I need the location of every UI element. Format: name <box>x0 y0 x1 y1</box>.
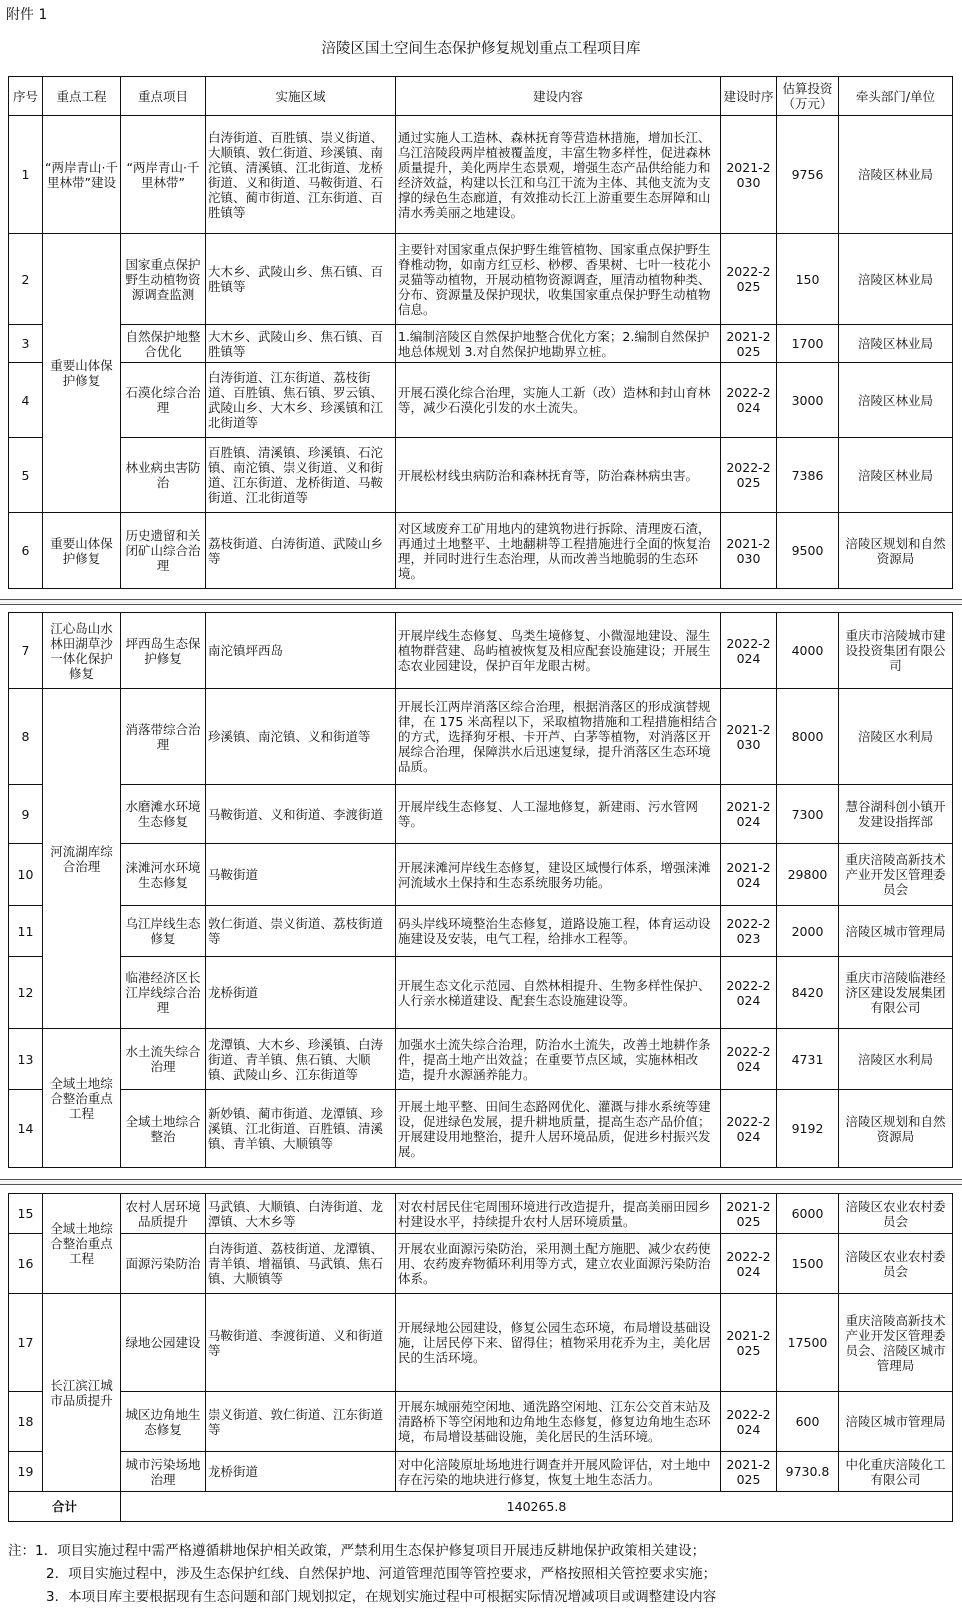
footnote-1: 注：1．项目实施过程中需严格遵循耕地保护相关政策，严禁利用生态保护修复项目开展违反耕地保护政策相关建设； <box>8 1543 706 1559</box>
table-row <box>9 438 953 513</box>
table-row <box>9 363 953 438</box>
row-owner: 重庆涪陵高新技术产业开发区管理委员会、涪陵区城市管理局 <box>839 1294 953 1392</box>
row-content: 开展农业面源污染防治，采用测土配方施肥、减少农药使用、农药废弃物循环利用等方式，建立农业面源污染防治体系。 <box>396 1234 721 1294</box>
page-separator <box>0 1179 962 1185</box>
project-table-page-1 <box>8 76 953 589</box>
row-period: 2022-2024 <box>721 1090 777 1168</box>
table-row <box>9 844 953 906</box>
row-seq: 5 <box>9 438 43 513</box>
row-period: 2022-2024 <box>721 957 777 1029</box>
header-project: 重点项目 <box>121 77 206 116</box>
row-project: 水土流失综合治理 <box>121 1029 206 1090</box>
row-project: 面源污染防治 <box>121 1234 206 1294</box>
row-area: 南沱镇坪西岛 <box>206 613 396 689</box>
row-period: 2021-2025 <box>721 1194 777 1234</box>
row-owner: 重庆市涪陵临港经济区建设发展集团有限公司 <box>839 957 953 1029</box>
document-title: 涪陵区国土空间生态保护修复规划重点工程项目库 <box>321 41 641 57</box>
row-group: 全域土地综合整治重点工程 <box>43 1029 121 1168</box>
row-seq: 3 <box>9 325 43 363</box>
total-row <box>9 1492 953 1522</box>
row-investment: 29800 <box>777 844 839 906</box>
header-content: 建设内容 <box>396 77 721 116</box>
row-content: 开展生态文化示范园、自然林相提升、生物多样性保护、人行亲水梯道建设、配套生态设施建设等。 <box>396 957 721 1029</box>
row-investment: 600 <box>777 1392 839 1452</box>
table-row <box>9 785 953 844</box>
row-area: 大木乡、武陵山乡、焦石镇、百胜镇等 <box>206 234 396 325</box>
row-seq: 16 <box>9 1234 43 1294</box>
header-seq: 序号 <box>9 77 43 116</box>
row-period: 2021-2024 <box>721 844 777 906</box>
row-area: 马鞍街道、义和街道、李渡街道 <box>206 785 396 844</box>
row-investment: 1500 <box>777 1234 839 1294</box>
row-period: 2022-2023 <box>721 906 777 957</box>
table-row <box>9 906 953 957</box>
table-row <box>9 513 953 589</box>
row-period: 2021-2024 <box>721 785 777 844</box>
row-area: 白涛街道、江东街道、荔枝街道、百胜镇、焦石镇、罗云镇、武陵山乡、大木乡、珍溪镇和江北街道等 <box>206 363 396 438</box>
row-investment: 9500 <box>777 513 839 589</box>
row-group: 河流湖库综合治理 <box>43 689 121 1029</box>
row-project: 绿地公园建设 <box>121 1294 206 1392</box>
row-owner: 涪陵区林业局 <box>839 116 953 234</box>
table-row <box>9 325 953 363</box>
row-project: 自然保护地整合优化 <box>121 325 206 363</box>
row-project: 涞滩河水环境生态修复 <box>121 844 206 906</box>
row-owner: 涪陵区规划和自然资源局 <box>839 1090 953 1168</box>
row-area: 白涛街道、百胜镇、崇义街道、大顺镇、敦仁街道、珍溪镇、南沱镇、清溪镇、江北街道、龙桥街道、义和街道、马鞍街道、石沱镇、蔺市街道、江东街道、百胜镇等 <box>206 116 396 234</box>
row-investment: 7300 <box>777 785 839 844</box>
row-area: 马鞍街道、李渡街道、义和街道等 <box>206 1294 396 1392</box>
table-row <box>9 1029 953 1090</box>
project-table-page-3 <box>8 1193 953 1522</box>
table-row <box>9 1452 953 1492</box>
row-content: 通过实施人工造林、森林抚育等营造林措施，增加长江、乌江涪陵段两岸植被覆盖度，丰富生物多样性，促进森林质量提升，美化两岸生态景观，增强生态产品供给能力和经济效益，构建以长江和乌江干流为主体、其他支流为支撑的绿色生态廊道，有效推动长江上游重要生态屏障和山清水秀美丽之地建设。 <box>396 116 721 234</box>
row-owner: 中化重庆涪陵化工有限公司 <box>839 1452 953 1492</box>
row-project: “两岸青山·千里林带” <box>121 116 206 234</box>
row-content: 开展岸线生态修复、人工湿地修复，新建雨、污水管网等。 <box>396 785 721 844</box>
row-investment: 9756 <box>777 116 839 234</box>
row-project: 历史遗留和关闭矿山综合治理 <box>121 513 206 589</box>
row-area: 龙桥街道 <box>206 1452 396 1492</box>
row-seq: 7 <box>9 613 43 689</box>
row-seq: 15 <box>9 1194 43 1234</box>
row-area: 龙潭镇、大木乡、珍溪镇、白涛街道、青羊镇、焦石镇、大顺镇、武陵山乡、江东街道等 <box>206 1029 396 1090</box>
row-seq: 9 <box>9 785 43 844</box>
row-period: 2021-2025 <box>721 325 777 363</box>
row-content: 开展松材线虫病防治和森林抚育等，防治森林病虫害。 <box>396 438 721 513</box>
row-area: 龙桥街道 <box>206 957 396 1029</box>
table-row <box>9 234 953 325</box>
row-owner: 涪陵区城市管理局 <box>839 1392 953 1452</box>
row-group: “两岸青山·千里林带”建设 <box>43 116 121 234</box>
row-period: 2021-2030 <box>721 689 777 785</box>
row-project: 水磨滩水环境生态修复 <box>121 785 206 844</box>
row-period: 2021-2025 <box>721 1452 777 1492</box>
row-owner: 涪陵区林业局 <box>839 438 953 513</box>
row-owner: 涪陵区林业局 <box>839 234 953 325</box>
row-period: 2022-2025 <box>721 438 777 513</box>
row-content: 开展土地平整、田间生态路网优化、灌溉与排水系统等建设，促进绿色发展，提升耕地质量，提高生态产品价值；开展建设用地整治，提升人居环境品质，促进乡村振兴发展。 <box>396 1090 721 1168</box>
page-separator <box>0 599 962 605</box>
total-label: 合计 <box>9 1492 121 1522</box>
row-group: 全域土地综合整治重点工程 <box>43 1194 121 1294</box>
row-owner: 涪陵区规划和自然资源局 <box>839 513 953 589</box>
row-content: 开展涞滩河岸线生态修复，建设区域慢行体系，增强涞滩河流域水土保持和生态系统服务功能。 <box>396 844 721 906</box>
row-group: 长江滨江城市品质提升 <box>43 1294 121 1492</box>
row-project: 临港经济区长江岸线综合治理 <box>121 957 206 1029</box>
row-seq: 2 <box>9 234 43 325</box>
row-owner: 涪陵区城市管理局 <box>839 906 953 957</box>
row-content: 开展绿地公园建设，修复公园生态环境，布局增设基础设施，让居民停下来、留得住；植物采用花乔为主，美化居民的生活环境。 <box>396 1294 721 1392</box>
project-table-page-2 <box>8 612 953 1168</box>
row-period: 2021-2030 <box>721 513 777 589</box>
table-row <box>9 957 953 1029</box>
row-content: 1.编制涪陵区自然保护地整合优化方案；2.编制自然保护地总体规划 3.对自然保护地勘界立桩。 <box>396 325 721 363</box>
row-seq: 8 <box>9 689 43 785</box>
row-seq: 6 <box>9 513 43 589</box>
row-content: 主要针对国家重点保护野生维管植物、国家重点保护野生脊椎动物，如南方红豆杉、桫椤、香果树、七叶一枝花小灵猫等动植物，开展动植物资源调查，厘清动植物种类、分布、资源量及保护现状，收集国家重点保护野生动植物信息。 <box>396 234 721 325</box>
row-period: 2022-2024 <box>721 1029 777 1090</box>
row-period: 2022-2025 <box>721 234 777 325</box>
row-owner: 重庆涪陵高新技术产业开发区管理委员会 <box>839 844 953 906</box>
row-investment: 9730.8 <box>777 1452 839 1492</box>
row-project: 城市污染场地治理 <box>121 1452 206 1492</box>
row-content: 对中化涪陵原址场地进行调查并开展风险评估，对土地中存在污染的地块进行修复，恢复土地生态活力。 <box>396 1452 721 1492</box>
row-investment: 9192 <box>777 1090 839 1168</box>
row-period: 2022-2024 <box>721 1234 777 1294</box>
row-owner: 重庆市涪陵城市建设投资集团有限公司 <box>839 613 953 689</box>
row-content: 开展岸线生态修复、鸟类生境修复、小微湿地建设、湿生植物群营建、岛屿植被恢复及相应配套设施建设；开展生态农业园建设，保护百年龙眼古树。 <box>396 613 721 689</box>
row-owner: 慧谷湖科创小镇开发建设指挥部 <box>839 785 953 844</box>
table-row <box>9 613 953 689</box>
row-investment: 17500 <box>777 1294 839 1392</box>
row-area: 白涛街道、荔枝街道、龙潭镇、青羊镇、增福镇、马武镇、焦石镇、大顺镇等 <box>206 1234 396 1294</box>
row-content: 码头岸线环境整治生态修复，道路设施工程，体育运动设施建设及安装，电气工程，给排水工程等。 <box>396 906 721 957</box>
row-content: 开展东城丽苑空闲地、通洗路空闲地、江东公交首末站及清路桥下等空闲地和边角地生态修复，修复边角地生态环境，布局增设基础设施，美化居民的生活环境。 <box>396 1392 721 1452</box>
header-row <box>9 77 953 116</box>
row-area: 珍溪镇、南沱镇、义和街道等 <box>206 689 396 785</box>
row-investment: 7386 <box>777 438 839 513</box>
header-project-group: 重点工程 <box>43 77 121 116</box>
row-area: 马鞍街道 <box>206 844 396 906</box>
header-investment: 估算投资（万元） <box>777 77 839 116</box>
row-investment: 3000 <box>777 363 839 438</box>
row-investment: 1700 <box>777 325 839 363</box>
footnotes <box>8 1540 716 1609</box>
row-period: 2022-2024 <box>721 1392 777 1452</box>
row-owner: 涪陵区农业农村委员会 <box>839 1234 953 1294</box>
row-content: 加强水土流失综合治理，防治水土流失，改善土地耕作条件，提高土地产出效益；在重要节点区域，实施林相改造，提升水源涵养能力。 <box>396 1029 721 1090</box>
row-investment: 4000 <box>777 613 839 689</box>
row-period: 2021-2025 <box>721 1294 777 1392</box>
table-row <box>9 1392 953 1452</box>
row-investment: 150 <box>777 234 839 325</box>
row-group: 重要山体保护修复 <box>43 513 121 589</box>
row-seq: 18 <box>9 1392 43 1452</box>
row-area: 大木乡、武陵山乡、焦石镇、百胜镇等 <box>206 325 396 363</box>
row-seq: 11 <box>9 906 43 957</box>
row-investment: 8000 <box>777 689 839 785</box>
row-project: 全域土地综合整治 <box>121 1090 206 1168</box>
row-period: 2022-2024 <box>721 613 777 689</box>
row-investment: 2000 <box>777 906 839 957</box>
row-project: 林业病虫害防治 <box>121 438 206 513</box>
row-group: 江心岛山水林田湖草沙一体化保护修复 <box>43 613 121 689</box>
row-seq: 12 <box>9 957 43 1029</box>
row-area: 百胜镇、清溪镇、珍溪镇、石沱镇、南沱镇、崇义街道、义和街道、江东街道、龙桥街道、马鞍街道、江北街道等 <box>206 438 396 513</box>
row-seq: 14 <box>9 1090 43 1168</box>
row-project: 城区边角地生态修复 <box>121 1392 206 1452</box>
row-seq: 13 <box>9 1029 43 1090</box>
row-project: 坪西岛生态保护修复 <box>121 613 206 689</box>
row-owner: 涪陵区林业局 <box>839 325 953 363</box>
row-group: 重要山体保护修复 <box>43 234 121 513</box>
row-owner: 涪陵区农业农村委员会 <box>839 1194 953 1234</box>
row-investment: 6000 <box>777 1194 839 1234</box>
table-row <box>9 1294 953 1392</box>
row-area: 马武镇、大顺镇、白涛街道、龙潭镇、大木乡等 <box>206 1194 396 1234</box>
row-investment: 4731 <box>777 1029 839 1090</box>
table-row <box>9 1234 953 1294</box>
footnote-3: 3．本项目库主要根据现有生态问题和部门规划拟定，在规划实施过程中可根据实际情况增减项目或调整建设内容 <box>46 1589 717 1605</box>
row-seq: 1 <box>9 116 43 234</box>
header-period: 建设时序 <box>721 77 777 116</box>
row-area: 荔枝街道、白涛街道、武陵山乡等 <box>206 513 396 589</box>
row-area: 崇义街道、敦仁街道、江东街道等 <box>206 1392 396 1452</box>
row-area: 敦仁街道、崇义街道、荔枝街道等 <box>206 906 396 957</box>
row-project: 农村人居环境品质提升 <box>121 1194 206 1234</box>
row-investment: 8420 <box>777 957 839 1029</box>
row-seq: 17 <box>9 1294 43 1392</box>
row-content: 对区域废弃工矿用地内的建筑物进行拆除、清理废石渣，再通过土地整平、土地翻耕等工程措施进行全面的恢复治理，并同时进行生态治理，从而改善当地脆弱的生态环境。 <box>396 513 721 589</box>
row-owner: 涪陵区水利局 <box>839 1029 953 1090</box>
row-content: 开展长江两岸消落区综合治理，根据消落区的形成演替规律，在 175 米高程以下，采取植物措施和工程措施相结合的方式，选择狗牙根、卡开芦、白茅等植物，对消落区开展综合治理，保障洪水后迅速复绿，提升消落区生态环境品质。 <box>396 689 721 785</box>
attachment-label: 附件 1 <box>6 7 48 23</box>
row-owner: 涪陵区林业局 <box>839 363 953 438</box>
table-row <box>9 1090 953 1168</box>
row-project: 乌江岸线生态修复 <box>121 906 206 957</box>
table-row <box>9 116 953 234</box>
row-content: 开展石漠化综合治理，实施人工新（改）造林和封山育林等，减少石漠化引发的水土流失。 <box>396 363 721 438</box>
table-row <box>9 689 953 785</box>
footnote-2: 2．项目实施过程中，涉及生态保护红线、自然保护地、河道管理范围等管控要求，严格按照相关管控要求实施； <box>46 1566 717 1582</box>
row-project: 消落带综合治理 <box>121 689 206 785</box>
row-period: 2022-2024 <box>721 363 777 438</box>
header-owner: 牵头部门/单位 <box>839 77 953 116</box>
row-seq: 4 <box>9 363 43 438</box>
row-content: 对农村居民住宅周围环境进行改造提升，提高美丽田园乡村建设水平，持续提升农村人居环境质量。 <box>396 1194 721 1234</box>
row-project: 国家重点保护野生动植物资源调查监测 <box>121 234 206 325</box>
row-owner: 涪陵区水利局 <box>839 689 953 785</box>
row-seq: 10 <box>9 844 43 906</box>
row-project: 石漠化综合治理 <box>121 363 206 438</box>
row-period: 2021-2030 <box>721 116 777 234</box>
row-area: 新妙镇、蔺市街道、龙潭镇、珍溪镇、江北街道、百胜镇、清溪镇、青羊镇、大顺镇等 <box>206 1090 396 1168</box>
row-seq: 19 <box>9 1452 43 1492</box>
table-row <box>9 1194 953 1234</box>
header-area: 实施区域 <box>206 77 396 116</box>
total-value: 140265.8 <box>121 1492 953 1522</box>
